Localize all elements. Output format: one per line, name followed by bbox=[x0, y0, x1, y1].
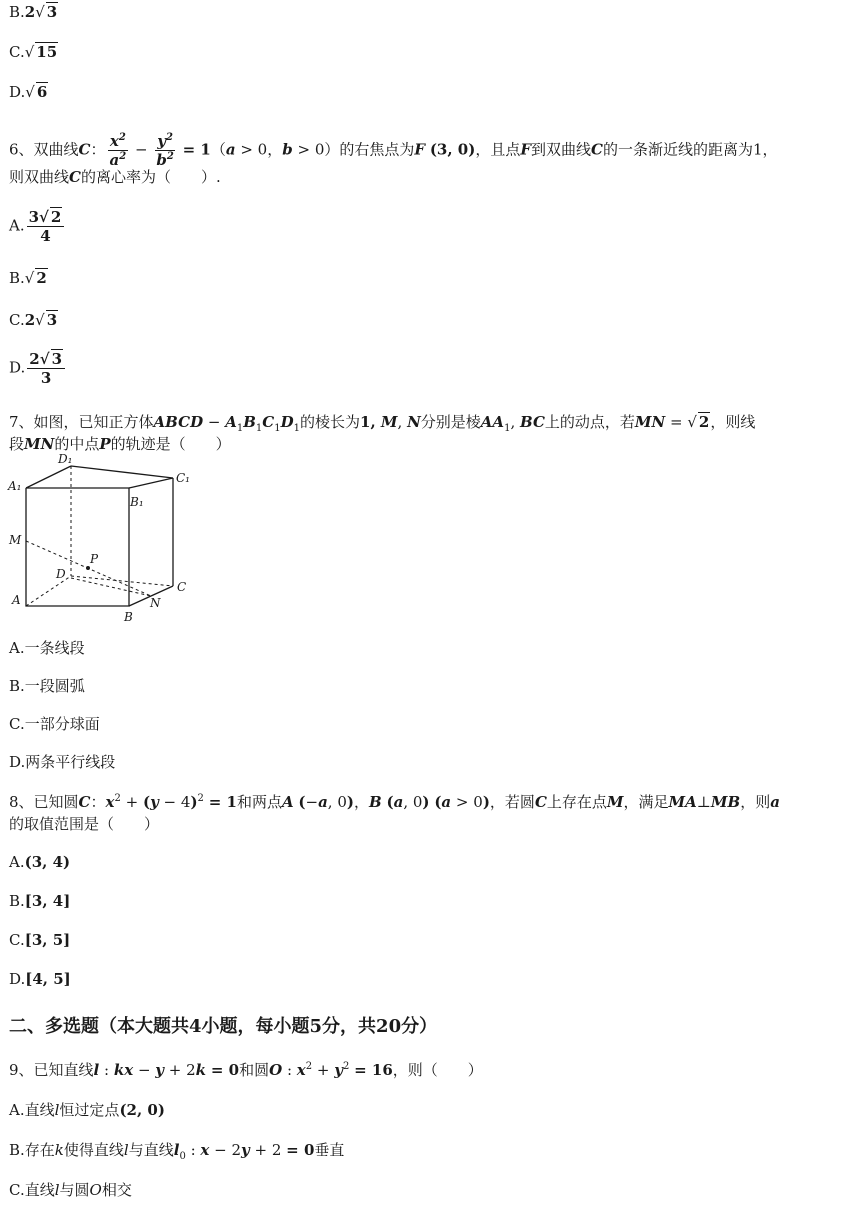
label-D1: D₁ bbox=[58, 452, 73, 466]
q5-option-c[interactable]: C.√ 15 bbox=[9, 43, 58, 61]
label-N: N bbox=[150, 596, 161, 610]
q7-stem-line2: 段MN的中点P的轨迹是（ ） bbox=[9, 435, 231, 453]
q8-option-c[interactable]: C.[3, 5] bbox=[9, 931, 71, 949]
label-A1: A₁ bbox=[8, 479, 22, 493]
q6-option-b[interactable]: B.√ 2 bbox=[9, 269, 47, 287]
q5-option-d[interactable]: D.√ 6 bbox=[9, 83, 48, 101]
q9-option-b[interactable]: B.存在k使得直线l与直线$l_0$ : x − 2y + 2 = 0垂直 bbox=[9, 1141, 345, 1162]
label-B: B bbox=[124, 610, 133, 624]
label-D: D bbox=[56, 567, 66, 581]
q7-option-a[interactable]: A.一条线段 bbox=[9, 639, 85, 657]
q8-option-d[interactable]: D.[4, 5] bbox=[9, 970, 71, 988]
section-heading: 二、多选题（本大题共4小题，每小题5分，共20分） bbox=[9, 1016, 438, 1037]
q9-stem: 9、已知直线l : kx − y + 2k = 0和圆O : $x^2 + y^2 = 16$，则（ ） bbox=[9, 1061, 483, 1079]
q6-option-d[interactable]: D. $\frac{2√ 3}{3}$ bbox=[9, 350, 67, 387]
q7-option-d[interactable]: D.两条平行线段 bbox=[9, 753, 116, 771]
q9-option-c[interactable]: C.直线l与圆O相交 bbox=[9, 1181, 132, 1199]
q5-option-b[interactable]: B.2√ 3 bbox=[9, 3, 58, 21]
q8-option-a[interactable]: A.(3, 4) bbox=[9, 853, 71, 871]
q6-stem-line1: 6、双曲线C： $\frac{x^2}{a^2}$ − $\frac{y^2}{b^2}$ = 1（a > 0，b > 0）的右焦点为F (3, 0)，且点F到双曲线C的一条渐近线的距离为1， bbox=[9, 132, 778, 169]
label-P: P bbox=[90, 552, 99, 566]
cube-figure bbox=[5, 448, 195, 628]
label-C1: C₁ bbox=[176, 471, 190, 485]
label-M: M bbox=[9, 533, 22, 547]
label-C: C bbox=[177, 580, 187, 594]
q7-option-c[interactable]: C.一部分球面 bbox=[9, 715, 100, 733]
q6-option-c[interactable]: C.2√ 3 bbox=[9, 311, 58, 329]
label-A: A bbox=[12, 593, 21, 607]
q8-option-b[interactable]: B.[3, 4] bbox=[9, 892, 71, 910]
q7-option-b[interactable]: B.一段圆弧 bbox=[9, 677, 85, 695]
q8-stem-line2: 的取值范围是（ ） bbox=[9, 815, 160, 833]
label-B1: B₁ bbox=[130, 495, 144, 509]
q8-stem-line1: 8、已知圆C：$x^2 + (y - 4)^2 = 1$和两点A (−a, 0)，B (a, 0) (a > 0)，若圆C上存在点M，满足MA⊥MB，则a bbox=[9, 793, 780, 811]
q9-option-a[interactable]: A.直线l恒过定点(2, 0) bbox=[9, 1101, 165, 1119]
q6-option-a[interactable]: A. $\frac{3√ 2}{4}$ bbox=[9, 208, 66, 245]
q6-stem-line2: 则双曲线C的离心率为（ ）. bbox=[9, 168, 221, 186]
q7-stem-line1: 7、如图，已知正方体ABCD − $A_1B_1C_1D_1$的棱长为1, M, N分别是棱$AA_1$, BC上的动点，若MN = √ 2，则线 bbox=[9, 413, 756, 434]
